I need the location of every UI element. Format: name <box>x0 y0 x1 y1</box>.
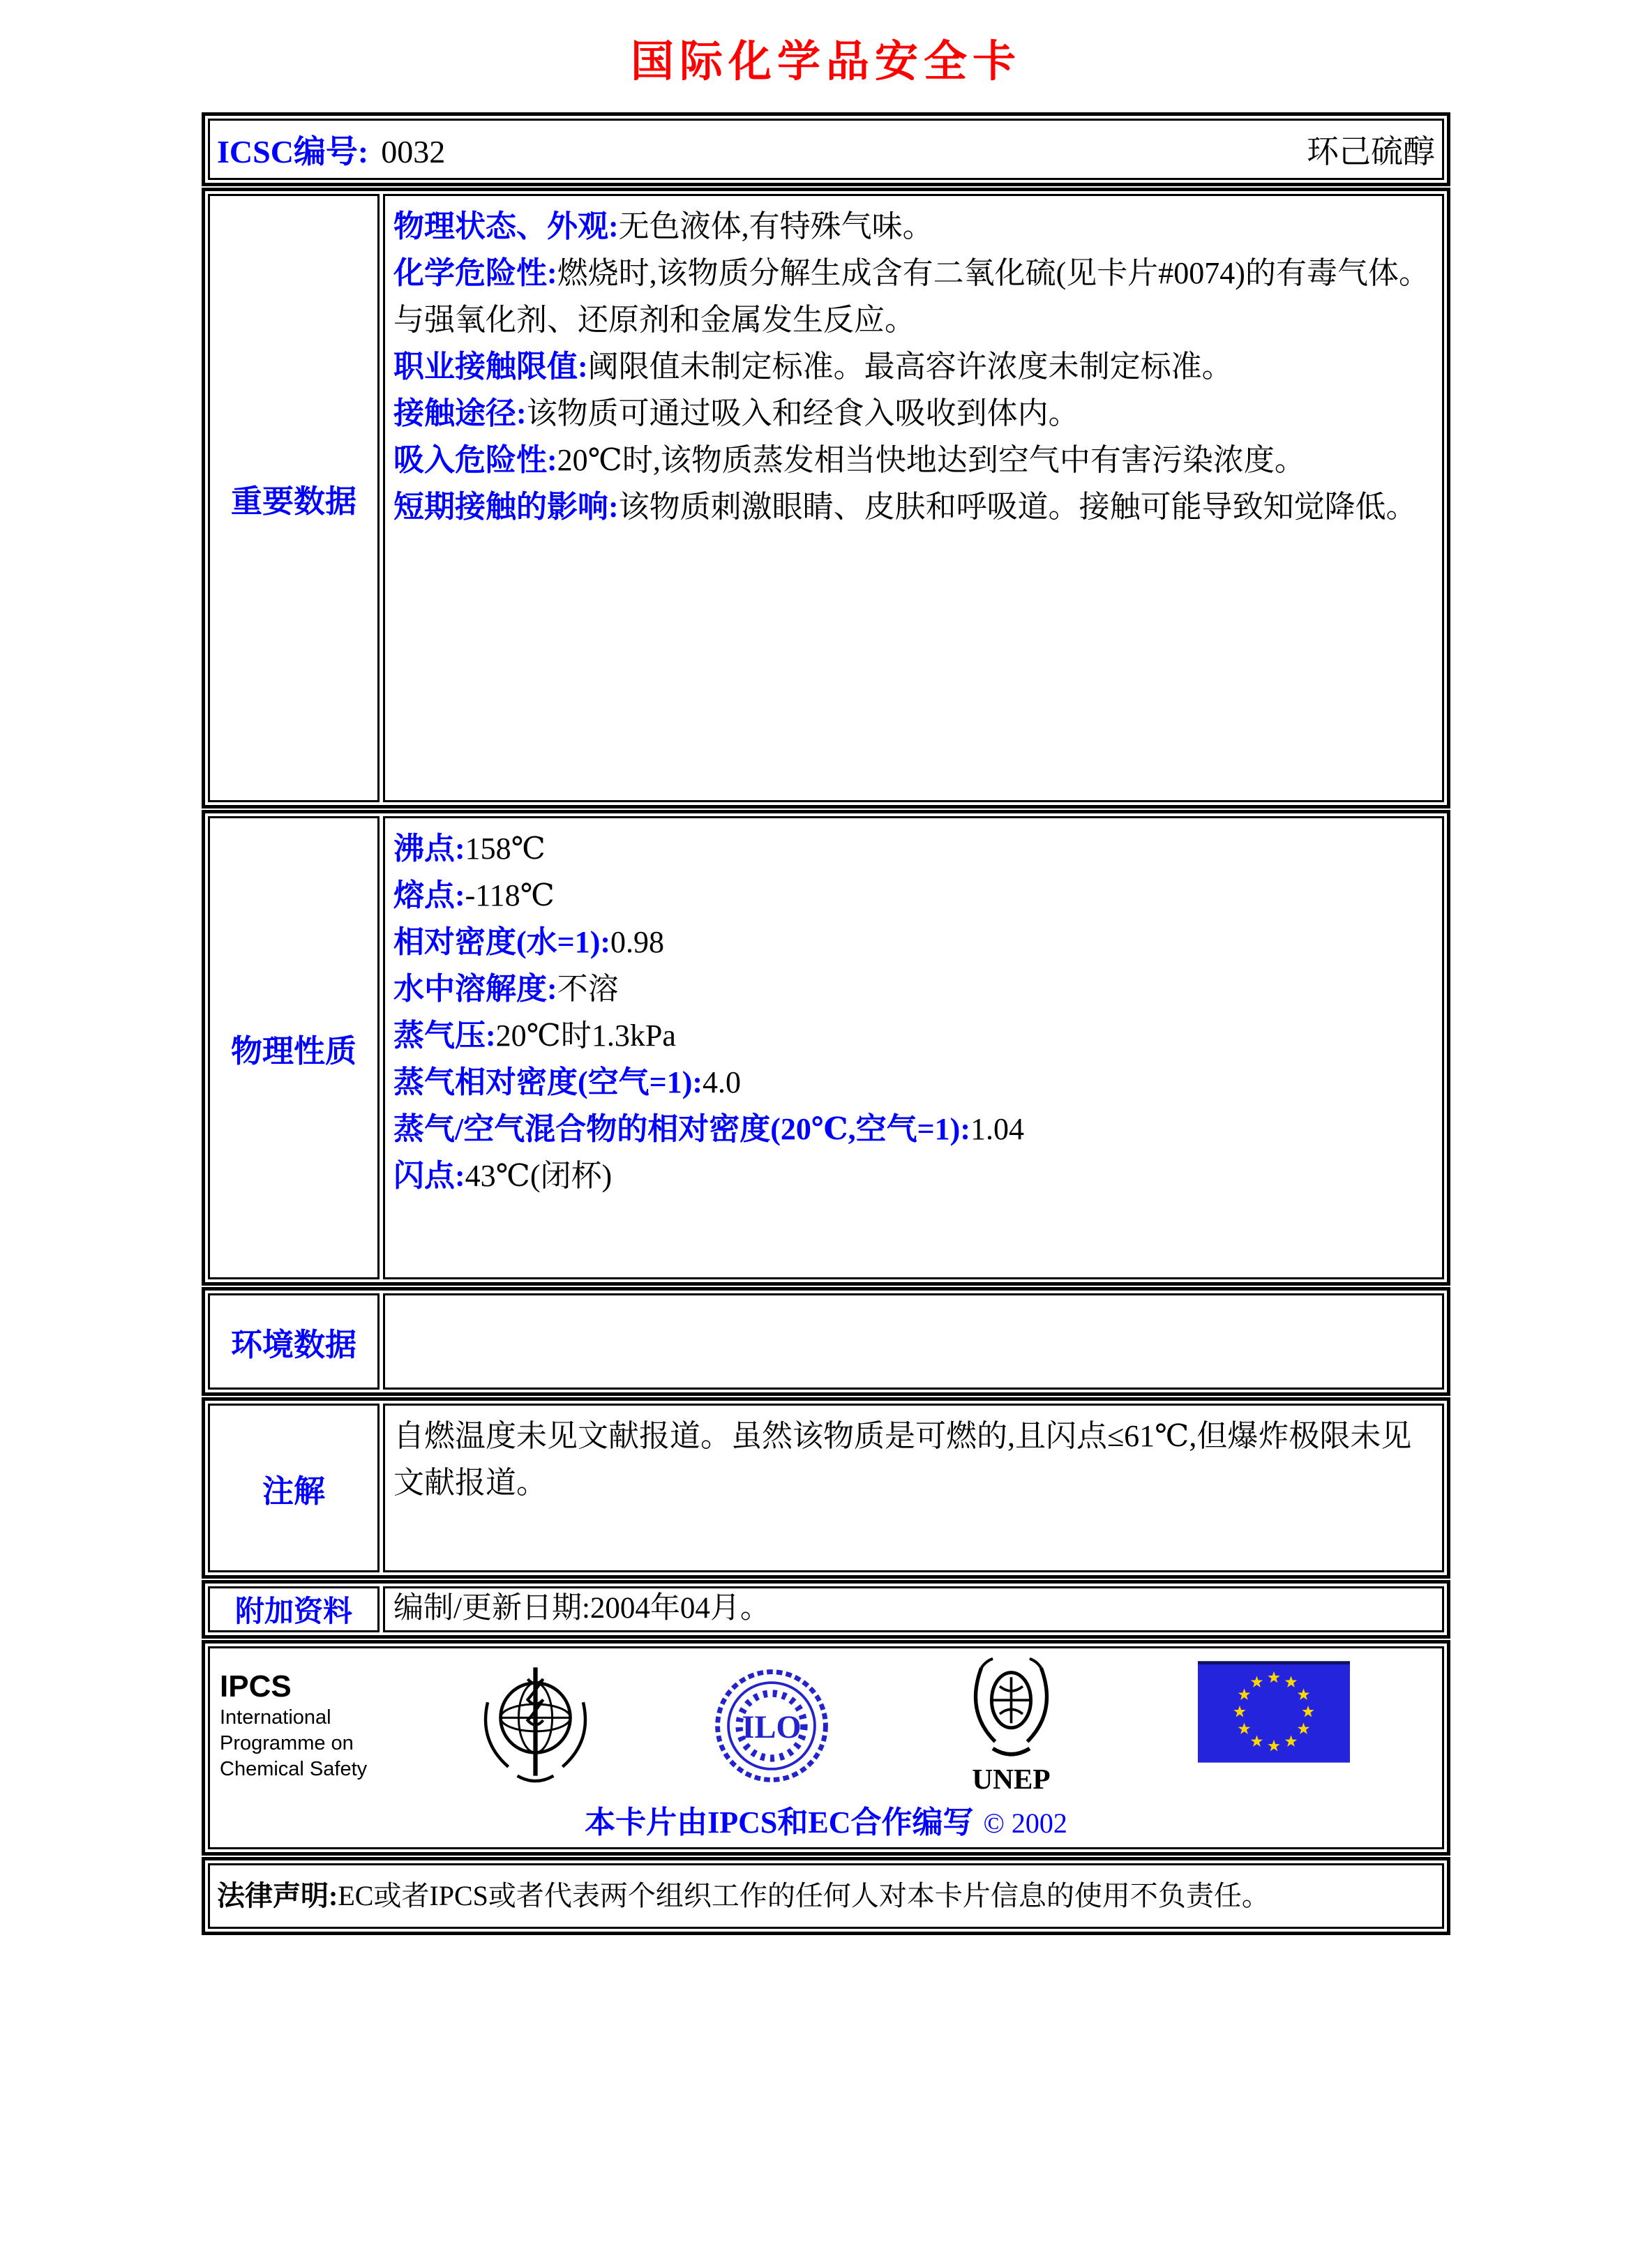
entry-label: 职业接触限值: <box>393 349 588 384</box>
entry-label: 接触途径: <box>393 396 527 430</box>
icsc-number-value: 0032 <box>381 134 446 170</box>
ipcs-name: IPCS <box>220 1669 292 1704</box>
entry-label: 短期接触的影响: <box>393 490 619 524</box>
footer-caption: 本卡片由IPCS和EC合作编写 <box>585 1805 974 1840</box>
ipcs-subline-1: International <box>220 1706 331 1729</box>
entry-label: 熔点: <box>393 878 465 912</box>
unep-logo-icon <box>954 1654 1069 1797</box>
icsc-card <box>202 112 1450 1935</box>
entry-occupational-limit <box>393 343 1434 390</box>
notes-label: 注解 <box>208 1404 380 1572</box>
notes-section <box>202 1397 1450 1579</box>
entry-label: 相对密度(水=1): <box>393 925 611 959</box>
additional-info-section <box>202 1580 1450 1639</box>
entry-text: 20℃时,该物质蒸发相当快地达到空气中有害污染浓度。 <box>557 443 1305 477</box>
entry-label: 化学危险性: <box>393 256 557 290</box>
entry-melting-point <box>393 872 1434 919</box>
entry-label: 水中溶解度: <box>393 972 557 1006</box>
entry-inhalation-risk <box>393 437 1434 483</box>
legal-cell <box>208 1863 1444 1929</box>
logos-row <box>220 1654 1432 1797</box>
entry-text: 4.0 <box>703 1065 742 1099</box>
important-data-section <box>202 188 1450 809</box>
entry-short-term-effects <box>393 483 1434 530</box>
header-cell <box>208 119 1444 180</box>
who-logo-icon <box>471 1661 600 1790</box>
environmental-data-label: 环境数据 <box>208 1293 380 1390</box>
entry-exposure-route <box>393 390 1434 437</box>
footer-caption-line <box>220 1797 1432 1842</box>
page-title: 国际化学品安全卡 <box>630 38 1021 86</box>
entry-text: 燃烧时,该物质分解生成含有二氧化硫(见卡片#0074)的有毒气体。与强氧化剂、还原剂和金属发生反应。 <box>393 256 1429 337</box>
ipcs-text-block <box>220 1669 429 1782</box>
ipcs-subline-2: Programme on <box>220 1732 354 1754</box>
entry-flash-point <box>393 1152 1434 1199</box>
entry-vapor-pressure <box>393 1012 1434 1059</box>
icsc-number-group <box>217 126 445 172</box>
entry-text: 无色液体,有特殊气味。 <box>618 209 933 243</box>
entry-notes: 自燃温度未见文献报道。虽然该物质是可燃的,且闪点≤61℃,但爆炸极限未见文献报道。 <box>393 1419 1412 1500</box>
logos-cell <box>208 1646 1444 1849</box>
entry-text: 该物质刺激眼睛、皮肤和呼吸道。接触可能导致知觉降低。 <box>618 490 1417 524</box>
entry-physical-state <box>393 203 1434 250</box>
entry-vapor-density <box>393 1059 1434 1106</box>
logos-section <box>202 1640 1450 1856</box>
unep-logo-text: UNEP <box>972 1763 1051 1796</box>
environmental-data-section <box>202 1287 1450 1396</box>
legal-section <box>202 1857 1450 1935</box>
entry-chemical-danger <box>393 250 1434 343</box>
entry-vapor-air-density <box>393 1106 1434 1152</box>
entry-relative-density <box>393 919 1434 965</box>
footer-copyright: © 2002 <box>983 1807 1067 1839</box>
ilo-logo-text: ILO <box>742 1709 802 1745</box>
ilo-logo-icon <box>712 1666 832 1786</box>
entry-text: 43℃(闭杯) <box>465 1159 613 1193</box>
entry-label: 吸入危险性: <box>393 443 557 477</box>
entry-label: 蒸气/空气混合物的相对密度(20℃,空气=1): <box>393 1112 970 1146</box>
entry-label: 蒸气压: <box>393 1018 496 1053</box>
entry-text: 158℃ <box>465 832 546 866</box>
entry-label: 物理状态、外观: <box>393 209 619 243</box>
important-data-content <box>383 194 1444 802</box>
entry-text: 该物质可通过吸入和经食入吸收到体内。 <box>526 396 1079 430</box>
ipcs-subline-3: Chemical Safety <box>220 1758 368 1780</box>
entry-text: 1.04 <box>970 1112 1024 1146</box>
physical-properties-section <box>202 810 1450 1286</box>
entry-text: 20℃时1.3kPa <box>495 1018 676 1053</box>
entry-label: 闪点: <box>393 1159 465 1193</box>
entry-text: 0.98 <box>610 925 665 959</box>
important-data-label: 重要数据 <box>208 194 380 802</box>
legal-text: EC或者IPCS或者代表两个组织工作的任何人对本卡片信息的使用不负责任。 <box>338 1880 1270 1911</box>
physical-properties-content <box>383 816 1444 1279</box>
notes-content <box>383 1404 1444 1572</box>
entry-text: -118℃ <box>465 878 555 912</box>
entry-additional-info: 编制/更新日期:2004年04月。 <box>393 1592 770 1625</box>
environmental-data-content <box>383 1293 1444 1390</box>
entry-water-solubility <box>393 965 1434 1012</box>
header-row <box>202 112 1450 186</box>
eu-flag-icon <box>1198 1661 1350 1763</box>
legal-label: 法律声明: <box>217 1880 338 1911</box>
chemical-name: 环己硫醇 <box>1307 134 1435 170</box>
entry-boiling-point <box>393 825 1434 872</box>
icsc-number-label: ICSC编号: <box>217 134 369 170</box>
entry-label: 蒸气相对密度(空气=1): <box>393 1065 703 1099</box>
entry-text: 不溶 <box>557 972 619 1006</box>
entry-text: 阈限值未制定标准。最高容许浓度未制定标准。 <box>587 349 1233 384</box>
physical-properties-label: 物理性质 <box>208 816 380 1279</box>
additional-info-content <box>383 1586 1444 1632</box>
entry-label: 沸点: <box>393 832 465 866</box>
additional-info-label: 附加资料 <box>208 1586 380 1632</box>
